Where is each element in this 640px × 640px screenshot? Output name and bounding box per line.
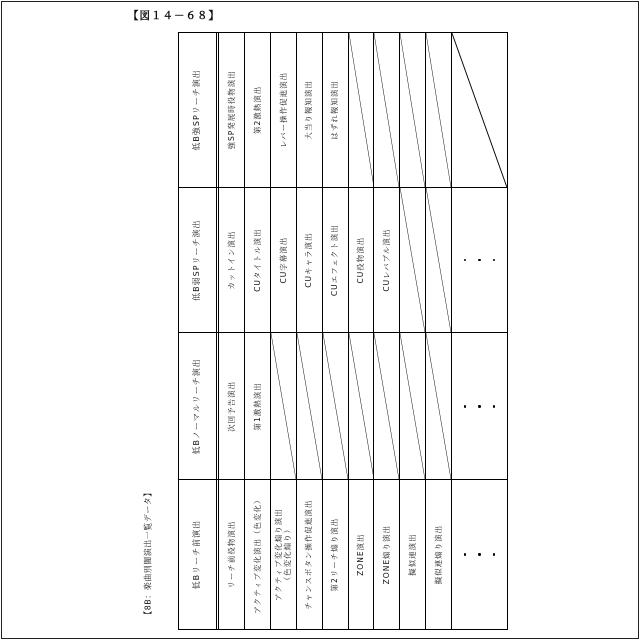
- column-header-cell: 低Bリーチ前演出: [179, 480, 219, 629]
- effect-cell: 次回予告演出: [219, 334, 245, 480]
- diagonal-line: [426, 334, 451, 480]
- table-grid: [178, 32, 508, 630]
- empty-diagonal-cell: [452, 33, 507, 187]
- empty-diagonal-cell: [349, 33, 375, 187]
- diagonal-line: [400, 33, 425, 187]
- diagonal-line: [400, 334, 425, 480]
- effect-cell: ZONE煽り演出: [374, 480, 400, 629]
- ellipsis-dot: [478, 553, 480, 555]
- effect-cell: CUキャラ演出: [297, 188, 323, 333]
- effect-cell: CUレバブル演出: [374, 188, 400, 333]
- empty-diagonal-cell: [426, 188, 452, 333]
- effect-cell: アクティブ変化演出（色変化）: [245, 480, 271, 629]
- diagonal-line: [349, 334, 374, 480]
- empty-diagonal-cell: [426, 33, 452, 187]
- diagonal-line: [297, 334, 322, 480]
- diagonal-line: [349, 33, 374, 187]
- figure-number: 【図１４－６８】: [128, 10, 220, 22]
- reach-effects-table: [178, 32, 508, 630]
- column-header-cell: 低B強SPリーチ演出: [179, 33, 219, 187]
- table-caption: 【8B：楽曲別闇演出一覧データ】: [143, 488, 153, 619]
- ellipsis-dot: [464, 553, 466, 555]
- empty-diagonal-cell: [400, 334, 426, 480]
- effect-cell: 強SP発展時役物演出: [219, 33, 245, 187]
- ellipsis-cell: [452, 188, 507, 333]
- column-header-cell: 低Bノーマルリーチ演出: [179, 334, 219, 480]
- effect-cell: レバー操作促進演出: [271, 33, 297, 187]
- empty-diagonal-cell: [271, 334, 297, 480]
- effect-cell: CU字幕演出: [271, 188, 297, 333]
- ellipsis-dot: [493, 259, 495, 261]
- empty-diagonal-cell: [374, 334, 400, 480]
- empty-diagonal-cell: [374, 33, 400, 187]
- ellipsis-dot: [464, 405, 466, 407]
- empty-diagonal-cell: [297, 334, 323, 480]
- diagonal-line: [426, 33, 451, 187]
- empty-diagonal-cell: [349, 334, 375, 480]
- empty-diagonal-cell: [323, 334, 349, 480]
- table-column-weak-sp-reach: [179, 187, 507, 333]
- effect-cell: 大当り報知演出: [297, 33, 323, 187]
- ellipsis-dot: [493, 553, 495, 555]
- effect-cell: アクティブ変化煽り演出（色変化煽り）: [271, 480, 297, 629]
- diagonal-line: [426, 188, 451, 333]
- ellipsis-dot: [478, 405, 480, 407]
- table-column-normal-reach: [179, 333, 507, 480]
- empty-diagonal-cell: [400, 188, 426, 333]
- effect-cell: 第2激熱演出: [245, 33, 271, 187]
- diagonal-line: [374, 334, 399, 480]
- effect-cell: チャンスボタン操作促進演出: [297, 480, 323, 629]
- ellipsis-dot: [493, 405, 495, 407]
- effect-cell: CUエフェクト演出: [323, 188, 349, 333]
- effect-cell: 第1激熱演出: [245, 334, 271, 480]
- diagonal-line: [323, 334, 348, 480]
- table-column-reach-mae: [179, 479, 507, 629]
- effect-cell: はずれ報知演出: [323, 33, 349, 187]
- effect-cell: ZONE演出: [349, 480, 375, 629]
- effect-cell: CUタイトル演出: [245, 188, 271, 333]
- effect-cell: 擬似連演出: [400, 480, 426, 629]
- diagonal-line: [400, 188, 425, 333]
- ellipsis-cell: [452, 480, 507, 629]
- diagonal-line: [271, 334, 296, 480]
- diagonal-line: [374, 33, 399, 187]
- empty-diagonal-cell: [400, 33, 426, 187]
- ellipsis-dot: [478, 259, 480, 261]
- effect-cell: カットイン演出: [219, 188, 245, 333]
- column-header-cell: 低B弱SPリーチ演出: [179, 188, 219, 333]
- empty-diagonal-cell: [426, 334, 452, 480]
- ellipsis-cell: [452, 334, 507, 480]
- effect-cell: 擬似連煽り演出: [426, 480, 452, 629]
- effect-cell: 第2リーチ煽り演出: [323, 480, 349, 629]
- diagonal-line: [452, 33, 507, 187]
- table-column-strong-sp-reach: [179, 33, 507, 187]
- effect-cell: リーチ前役物演出: [219, 480, 245, 629]
- ellipsis-dot: [464, 259, 466, 261]
- effect-cell: CU役物演出: [349, 188, 375, 333]
